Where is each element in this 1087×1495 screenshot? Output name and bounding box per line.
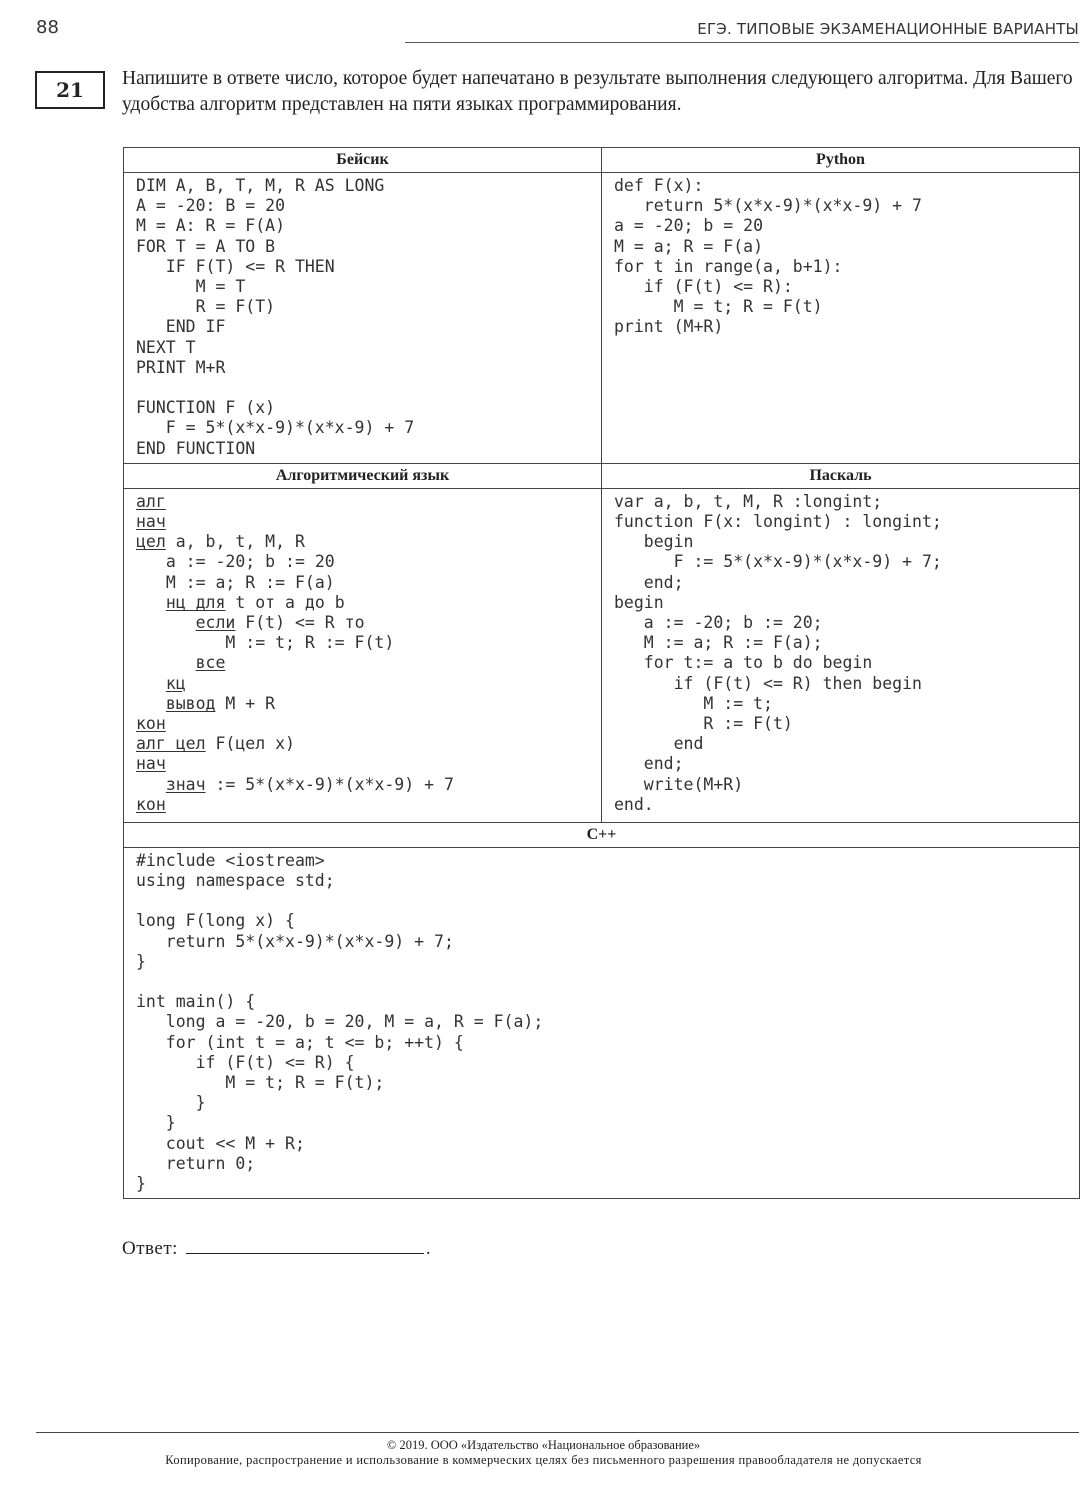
code-row xyxy=(124,847,1080,1198)
task-statement: Напишите в ответе число, которое будет напечатано в результате выполнения следующего алгоритма. Для Вашего удобства алгоритм представлен на пяти языках программирования. xyxy=(122,68,1073,115)
footer-notice: Копирование, распространение и использование в коммерческих целях без письменного разрешения правообладателя не допускается xyxy=(165,1453,922,1467)
footer-copyright: © 2019. ООО «Издательство «Национальное образование» xyxy=(386,1438,701,1452)
algo-code-line xyxy=(136,795,166,814)
algo-header: Алгоритмический язык xyxy=(124,463,602,488)
algo-keyword: нач xyxy=(136,754,166,774)
answer-label: Ответ: xyxy=(122,1238,178,1259)
algo-code-line xyxy=(136,492,166,511)
algo-code-line: нц для t от a до b xyxy=(165,592,345,612)
answer-period: . xyxy=(425,1238,432,1259)
algo-keyword: кц xyxy=(165,673,186,693)
cpp-code: #include <iostream> using namespace std; long F(long x) { return 5*(x*x-9)*(x*x-9) + 7; } int main() { long a = -20, b = 20, M = a, R = F(a); for (int t = a; t <= b; ++t) { if (F(t) <= R) { M = t; R = F(t); } } cout << M + R; return 0; } xyxy=(136,850,544,1194)
algo-keyword: алг цел xyxy=(136,734,206,754)
algo-code-line: вывод M + R xyxy=(165,693,276,713)
algo-cell xyxy=(124,488,602,822)
header-rule xyxy=(405,42,1079,43)
pascal-header: Паскаль xyxy=(602,463,1080,488)
algo-keyword: нач xyxy=(136,512,166,532)
algo-code-line xyxy=(136,714,166,733)
language-header-row xyxy=(124,463,1080,488)
answer-field xyxy=(122,1235,431,1260)
footer xyxy=(0,1438,1087,1468)
algo-keyword: нц для xyxy=(165,592,226,612)
algo-code-line xyxy=(136,512,166,531)
basic-cell xyxy=(124,173,602,464)
algo-code-line: M := t; R := F(t) xyxy=(225,633,395,653)
algo-keyword: вывод xyxy=(165,693,216,713)
language-header-row xyxy=(124,822,1080,847)
algo-code-line: цел a, b, t, M, R xyxy=(136,532,305,552)
algo-keyword: если xyxy=(195,613,236,633)
cpp-header: C++ xyxy=(124,822,1080,847)
footer-rule xyxy=(36,1432,1079,1433)
algo-code-line: алг цел F(цел x) xyxy=(136,734,295,754)
running-head: ЕГЭ. ТИПОВЫЕ ЭКЗАМЕНАЦИОННЫЕ ВАРИАНТЫ xyxy=(697,20,1079,38)
algo-code-line: a := -20; b := 20 xyxy=(165,552,335,572)
algo-keyword: знач xyxy=(165,774,206,794)
task-number-box: 21 xyxy=(35,71,105,109)
algo-keyword: кон xyxy=(136,794,166,814)
code-row xyxy=(124,173,1080,464)
algo-code-line xyxy=(136,674,186,693)
language-header-row xyxy=(124,148,1080,173)
pascal-cell xyxy=(602,488,1080,822)
algo-code-line xyxy=(136,653,225,672)
algo-keyword: алг xyxy=(136,491,166,511)
basic-code: DIM A, B, T, M, R AS LONG A = -20: B = 20 M = A: R = F(A) FOR T = A TO B IF F(T) <= R THEN M = T R = F(T) END IF NEXT T PRINT M+R FUNCTION F (x) F = 5*(x*x-9)*(x*x-9) + 7 END FUNCTION xyxy=(136,176,415,458)
python-header: Python xyxy=(602,148,1080,173)
algo-code xyxy=(136,492,593,815)
code-table xyxy=(123,147,1080,1199)
python-code: def F(x): return 5*(x*x-9)*(x*x-9) + 7 a = -20; b = 20 M = a; R = F(a) for t in range(a, b+1): if (F(t) <= R): M = t; R = F(t) print (M+R) xyxy=(614,176,922,337)
algo-keyword: кон xyxy=(136,714,166,734)
cpp-cell xyxy=(124,847,1080,1198)
algo-code-line: знач := 5*(x*x-9)*(x*x-9) + 7 xyxy=(165,774,454,794)
pascal-code: var a, b, t, M, R :longint; function F(x: longint) : longint; begin F := 5*(x*x-9)*(x*x-9) + 7; end; begin a := -20; b := 20; M := a; R := F(a); for t:= a to b do begin if (F(t) <= R) then begin M := t; R := F(t) end end; write(M+R) end. xyxy=(614,491,942,814)
basic-header: Бейсик xyxy=(124,148,602,173)
algo-keyword: все xyxy=(195,653,226,673)
algo-code-line: если F(t) <= R то xyxy=(195,613,365,633)
page-number: 88 xyxy=(36,17,59,38)
algo-code-line xyxy=(136,754,166,773)
algo-code-line: M := a; R := F(a) xyxy=(165,572,335,592)
python-cell xyxy=(602,173,1080,464)
algo-keyword: цел xyxy=(136,532,166,552)
answer-blank[interactable] xyxy=(186,1235,424,1254)
code-row xyxy=(124,488,1080,822)
